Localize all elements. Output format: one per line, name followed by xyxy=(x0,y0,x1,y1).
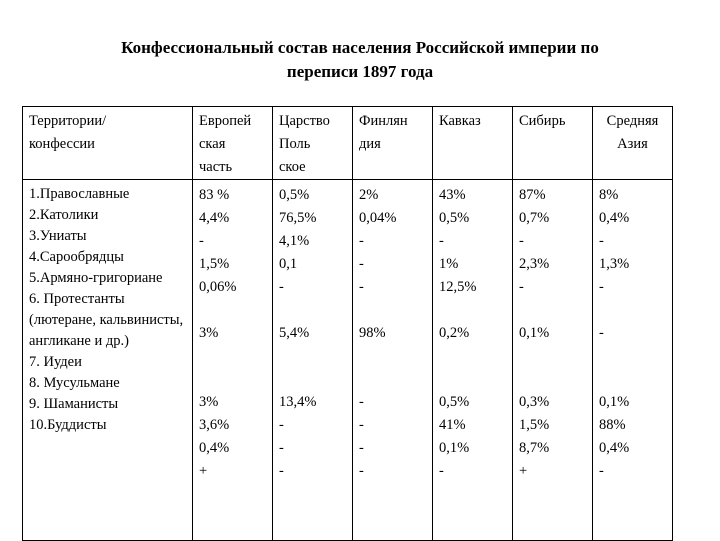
value: 0,2% xyxy=(439,325,470,341)
value: 98% xyxy=(359,325,386,341)
header-text: Поль xyxy=(279,136,311,152)
value: 87% xyxy=(519,187,546,203)
confessions-cell xyxy=(23,180,193,541)
value: 2,3% xyxy=(519,256,550,272)
value: - xyxy=(599,325,604,341)
value: 0,04% xyxy=(359,210,397,226)
value: + xyxy=(519,463,528,479)
header-text: Сибирь xyxy=(519,113,566,129)
value: 0,5% xyxy=(279,187,310,203)
value: 0,4% xyxy=(599,210,630,226)
value: 3% xyxy=(199,325,219,341)
value: - xyxy=(439,233,444,249)
value: 0,1% xyxy=(519,325,550,341)
header-text: ское xyxy=(279,159,306,175)
header-row xyxy=(23,107,673,180)
value: 0,1% xyxy=(439,440,470,456)
value: 1,5% xyxy=(519,417,550,433)
header-territories xyxy=(23,107,193,180)
confession-item: 3.Униаты xyxy=(29,228,87,244)
header-european-part xyxy=(193,107,273,180)
header-text: конфессии xyxy=(29,136,95,152)
value: - xyxy=(359,279,364,295)
confession-item: 1.Православные xyxy=(29,186,130,202)
header-text: Территории/ xyxy=(29,113,107,129)
value: - xyxy=(279,463,284,479)
value: 3% xyxy=(199,394,219,410)
header-central-asia xyxy=(593,107,673,180)
value: - xyxy=(279,279,284,295)
value: 88% xyxy=(599,417,626,433)
value: 0,1% xyxy=(599,394,630,410)
header-text: Кавказ xyxy=(439,113,481,129)
data-row xyxy=(23,180,673,541)
value: 4,1% xyxy=(279,233,310,249)
header-text: ская xyxy=(199,136,226,152)
values-central-asia xyxy=(593,180,673,541)
value: 5,4% xyxy=(279,325,310,341)
value: 0,5% xyxy=(439,394,470,410)
value: - xyxy=(599,279,604,295)
values-siberia xyxy=(513,180,593,541)
value: - xyxy=(439,463,444,479)
value: 8% xyxy=(599,187,619,203)
value: - xyxy=(279,440,284,456)
value: - xyxy=(519,233,524,249)
value: 43% xyxy=(439,187,466,203)
values-finland xyxy=(353,180,433,541)
confession-item: 9. Шаманисты xyxy=(29,396,119,412)
header-text: Средняя xyxy=(606,113,659,129)
values-caucasus xyxy=(433,180,513,541)
page-title xyxy=(40,36,680,84)
value: 41% xyxy=(439,417,466,433)
value: - xyxy=(359,233,364,249)
value: 2% xyxy=(359,187,379,203)
header-text: Европей xyxy=(199,113,252,129)
value: 0,4% xyxy=(599,440,630,456)
confession-item: 8. Мусульмане xyxy=(29,375,120,391)
value: 76,5% xyxy=(279,210,317,226)
value: 0,4% xyxy=(199,440,230,456)
value: - xyxy=(599,233,604,249)
header-text: Азия xyxy=(617,136,648,152)
header-text: Финлян xyxy=(359,113,408,129)
confession-item: 10.Буддисты xyxy=(29,417,107,433)
value: - xyxy=(359,417,364,433)
value: 1% xyxy=(439,256,459,272)
value: - xyxy=(359,463,364,479)
header-caucasus xyxy=(433,107,513,180)
value: 8,7% xyxy=(519,440,550,456)
confession-item: 5.Армяно-григориане xyxy=(29,270,163,286)
value: 4,4% xyxy=(199,210,230,226)
value: - xyxy=(519,279,524,295)
value: - xyxy=(359,256,364,272)
value: 0,1 xyxy=(279,256,298,272)
value: 12,5% xyxy=(439,279,477,295)
value: - xyxy=(599,463,604,479)
value: 0,3% xyxy=(519,394,550,410)
value: - xyxy=(279,417,284,433)
confession-item: 7. Иудеи xyxy=(29,354,82,370)
value: 1,3% xyxy=(599,256,630,272)
value: - xyxy=(359,394,364,410)
value: 0,7% xyxy=(519,210,550,226)
confession-item: 2.Католики xyxy=(29,207,99,223)
value: 0,5% xyxy=(439,210,470,226)
header-kingdom-of-poland xyxy=(273,107,353,180)
title-line-2: переписи 1897 года xyxy=(286,62,434,81)
confession-table xyxy=(22,106,673,541)
value: - xyxy=(199,233,204,249)
confession-item: 6. Протестанты (лютеране, кальвинисты, англикане и др.) xyxy=(29,291,184,349)
header-text: дия xyxy=(359,136,381,152)
values-european-part xyxy=(193,180,273,541)
header-finland xyxy=(353,107,433,180)
value: 3,6% xyxy=(199,417,230,433)
value: - xyxy=(359,440,364,456)
title-line-1: Конфессиональный состав населения Российской империи по xyxy=(121,38,599,57)
values-kingdom-of-poland xyxy=(273,180,353,541)
confession-item: 4.Сарообрядцы xyxy=(29,249,124,265)
value: 1,5% xyxy=(199,256,230,272)
header-siberia xyxy=(513,107,593,180)
value: 13,4% xyxy=(279,394,317,410)
header-text: часть xyxy=(199,159,233,175)
value: + xyxy=(199,463,208,479)
value: 83 % xyxy=(199,187,230,203)
header-text: Царство xyxy=(279,113,330,129)
value: 0,06% xyxy=(199,279,237,295)
